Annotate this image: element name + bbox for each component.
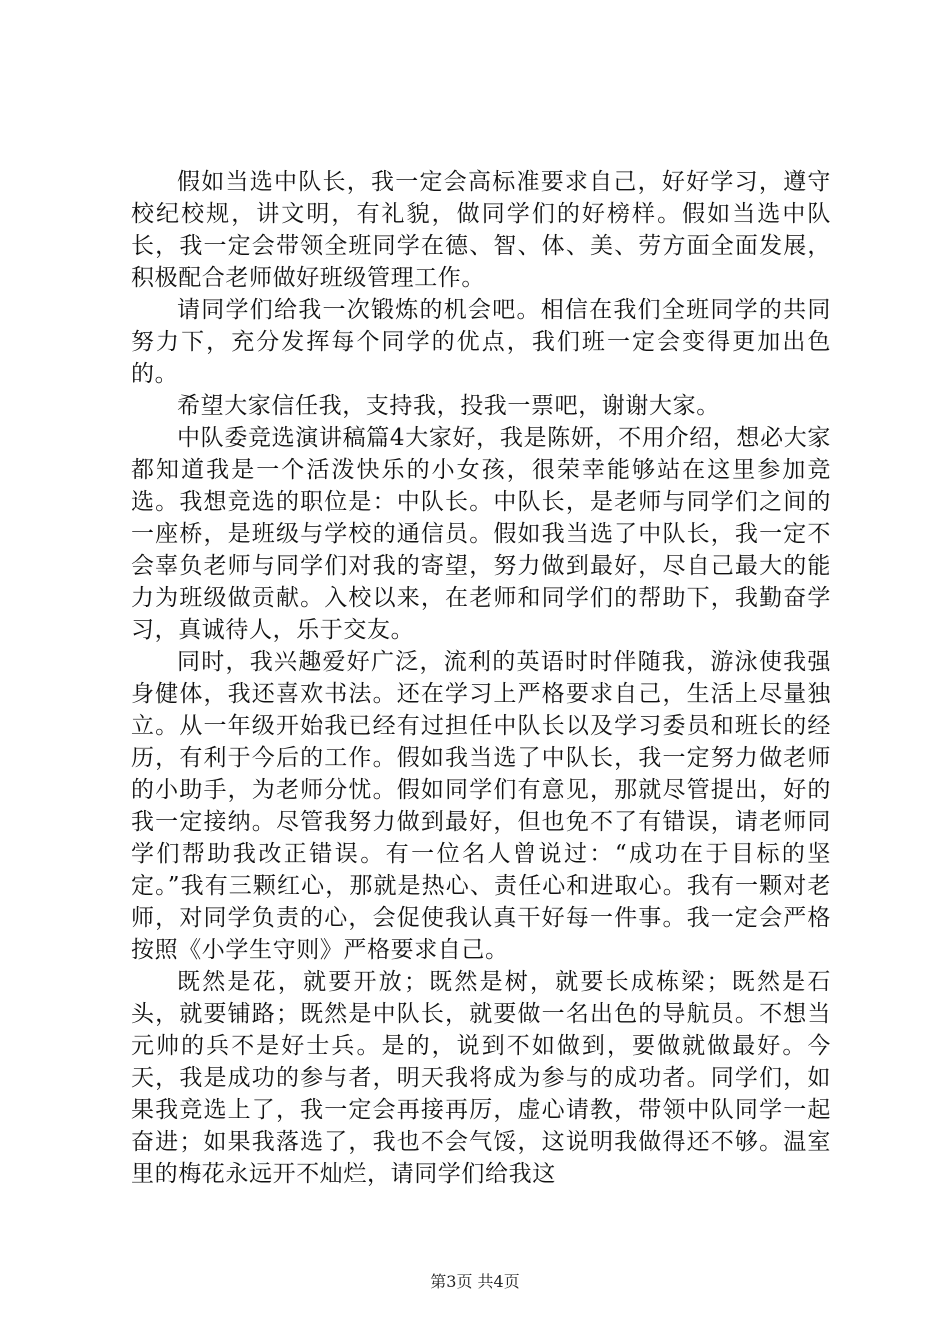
body-text bbox=[131, 166, 831, 1190]
paragraph-2: 请同学们给我一次锻炼的机会吧。相信在我们全班同学的共同努力下，充分发挥每个同学的优点，我们班一定会变得更加出色的。 bbox=[131, 297, 831, 387]
paragraph-4: 中队委竞选演讲稿篇4大家好，我是陈妍，不用介绍，想必大家都知道我是一个活泼快乐的小女孩，很荣幸能够站在这里参加竞选。我想竞选的职位是：中队长。中队长，是老师与同学们之间的一座桥，是班级与学校的通信员。假如我当选了中队长，我一定不会辜负老师与同学们对我的寄望，努力做到最好，尽自己最大的能力为班级做贡献。入校以来，在老师和同学们的帮助下，我勤奋学习，真诚待人，乐于交友。 bbox=[131, 425, 831, 643]
paragraph-6: 既然是花，就要开放；既然是树，就要长成栋梁；既然是石头，就要铺路；既然是中队长，就要做一名出色的导航员。不想当元帅的兵不是好士兵。是的，说到不如做到，要做就做最好。今天，我是成功的参与者，明天我将成为参与的成功者。同学们，如果我竞选上了，我一定会再接再厉，虚心请教，带领中队同学一起奋进；如果我落选了，我也不会气馁，这说明我做得还不够。温室里的梅花永远开不灿烂，请同学们给我这 bbox=[131, 969, 831, 1187]
paragraph-5: 同时，我兴趣爱好广泛，流利的英语时时伴随我，游泳使我强身健体，我还喜欢书法。还在学习上严格要求自己，生活上尽量独立。从一年级开始我已经有过担任中队长以及学习委员和班长的经历，有利于今后的工作。假如我当选了中队长，我一定努力做老师的小助手，为老师分忧。假如同学们有意见，那就尽管提出，好的我一定接纳。尽管我努力做到最好，但也免不了有错误，请老师同学们帮助我改正错误。有一位名人曾说过：“成功在于目标的坚定。”我有三颗红心，那就是热心、责任心和进取心。我有一颗对老师，对同学负责的心，会促使我认真干好每一件事。我一定会严格按照《小学生守则》严格要求自己。 bbox=[131, 649, 831, 963]
paragraph-3: 希望大家信任我，支持我，投我一票吧，谢谢大家。 bbox=[177, 393, 720, 419]
paragraph-1: 假如当选中队长，我一定会高标准要求自己，好好学习，遵守校纪校规，讲文明，有礼貌，做同学们的好榜样。假如当选中队长，我一定会带领全班同学在德、智、体、美、劳方面全面发展，积极配合老师做好班级管理工作。 bbox=[131, 169, 831, 291]
page-footer bbox=[0, 1272, 950, 1292]
page-number-label: 第3页 共4页 bbox=[430, 1272, 520, 1291]
